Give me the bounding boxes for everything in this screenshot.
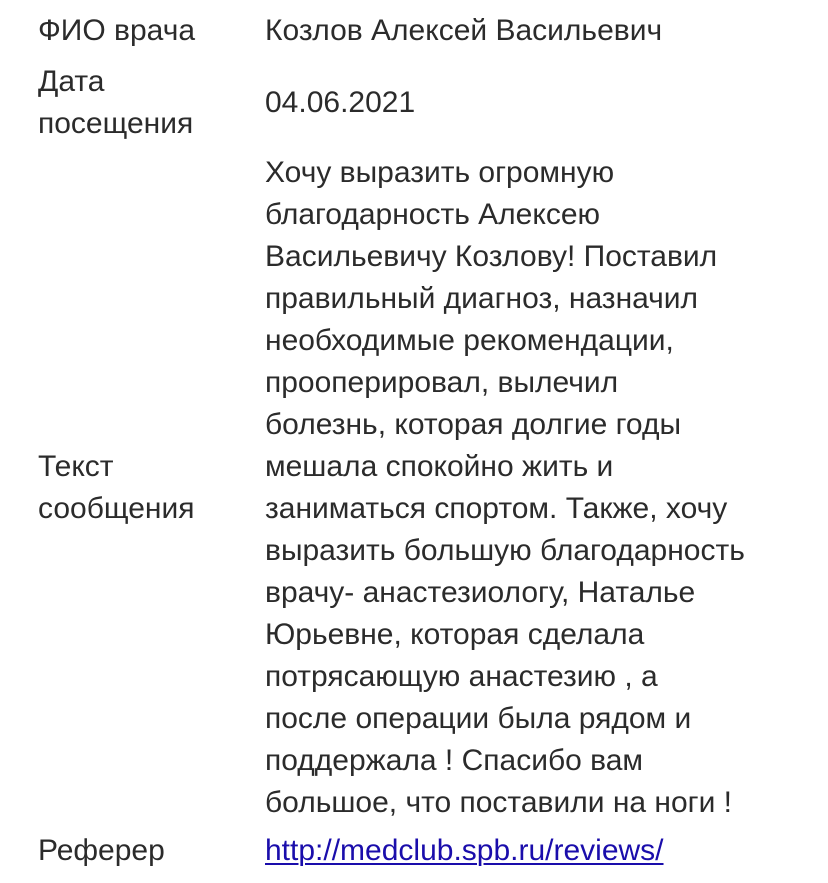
message-line: заниматься спортом. Также, хочу: [265, 492, 728, 525]
message-line: врачу- анастезиологу, Наталье: [265, 576, 696, 609]
message-text-label-line: Текст: [38, 450, 114, 483]
message-line: благодарность Алексею: [265, 198, 601, 231]
message-line: поддержала ! Спасибо вам: [265, 744, 644, 777]
message-text-label: [38, 446, 248, 530]
message-line: Васильевичу Козлову! Поставил: [265, 240, 718, 273]
message-line: выразить большую благодарность: [265, 534, 745, 567]
visit-date-label: [38, 61, 248, 145]
message-line: необходимые рекомендации,: [265, 324, 674, 357]
message-line: потрясающую анастезию , а: [265, 660, 658, 693]
visit-date-value: 04.06.2021: [265, 86, 416, 119]
message-line: болезнь, которая долгие годы: [265, 408, 682, 441]
visit-date-label-line: Дата: [38, 65, 105, 98]
message-line: Хочу выразить огромную: [265, 156, 615, 189]
message-line: после операции была рядом и: [265, 702, 692, 735]
message-text-value: [265, 152, 805, 824]
referer-link[interactable]: http://medclub.spb.ru/reviews/: [265, 834, 664, 867]
visit-date-label-line: посещения: [38, 107, 194, 140]
doctor-name-label: ФИО врача: [38, 14, 196, 47]
message-line: большое, что поставили на ноги !: [265, 786, 733, 819]
doctor-name-value: Козлов Алексей Васильевич: [265, 14, 663, 47]
message-line: прооперировал, вылечил: [265, 366, 619, 399]
message-line: мешала спокойно жить и: [265, 450, 614, 483]
message-line: Юрьевне, которая сделала: [265, 618, 645, 651]
message-text-label-line: сообщения: [38, 492, 195, 525]
referer-label: Реферер: [38, 834, 165, 867]
message-line: правильный диагноз, назначил: [265, 282, 699, 315]
